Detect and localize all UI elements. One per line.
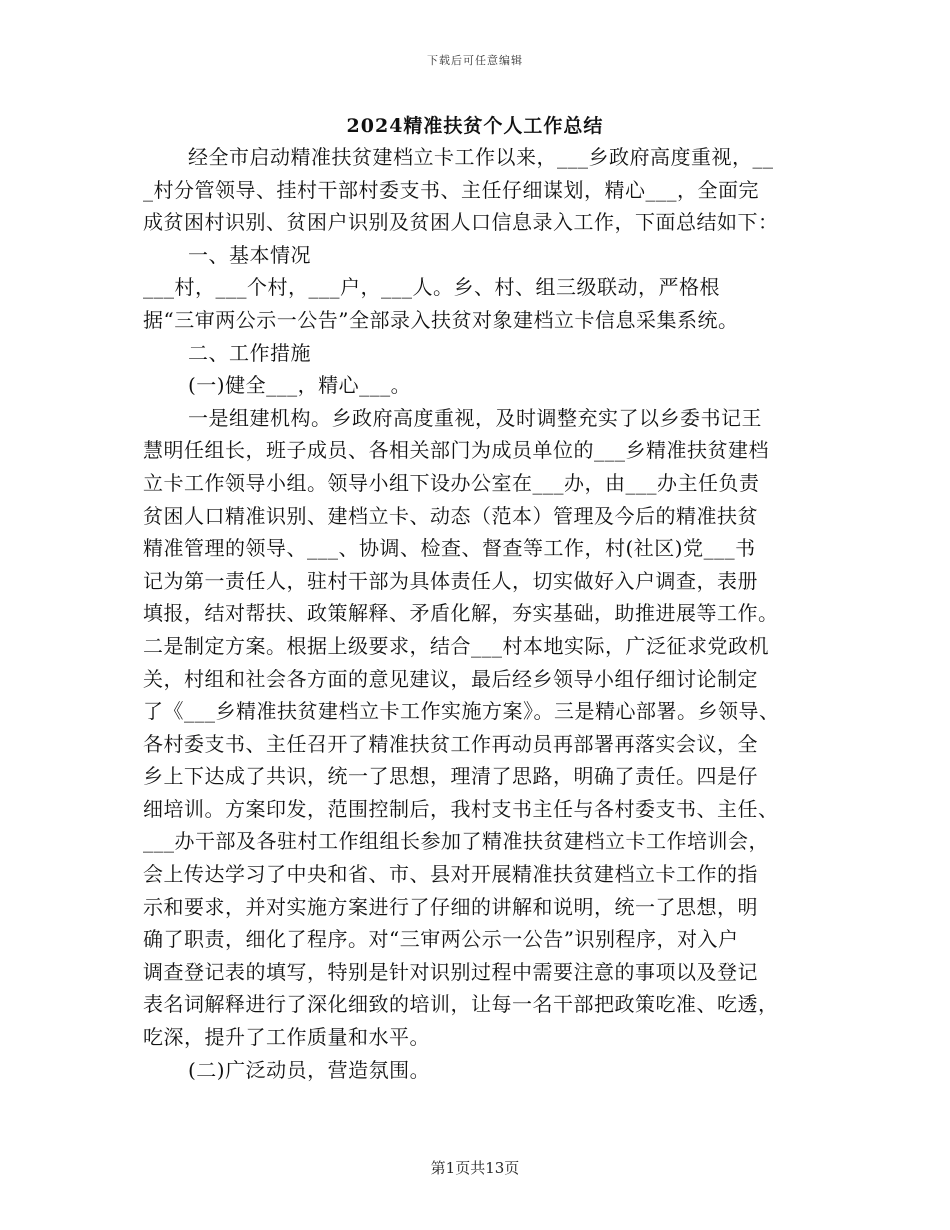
- text-line: 表名词解释进行了深化细致的培训，让每一名干部把政策吃准、吃透，: [143, 992, 779, 1017]
- text-line: 贫困人口精准识别、建档立卡、动态（范本）管理及今后的精准扶贫: [143, 503, 758, 528]
- text-line: (一)健全___，精心___。: [188, 373, 412, 398]
- text-line: 二、工作措施: [188, 340, 311, 365]
- text-line: 确了职责，细化了程序。对“三审两公示一公告”识别程序，对入户: [143, 927, 739, 952]
- text-line: 经全市启动精准扶贫建档立卡工作以来，___乡政府高度重视，__: [188, 145, 774, 169]
- document-title: 2024精准扶贫个人工作总结: [346, 115, 604, 137]
- text-line: 示和要求，并对实施方案进行了仔细的讲解和说明，统一了思想，明: [143, 894, 758, 919]
- text-line: (二)广泛动员，营造氛围。: [188, 1057, 431, 1082]
- text-line: 一是组建机构。乡政府高度重视，及时调整充实了以乡委书记王: [188, 405, 762, 430]
- text-line: 吃深，提升了工作质量和水平。: [143, 1025, 430, 1050]
- text-line: 各村委支书、主任召开了精准扶贫工作再动员再部署再落实会议，全: [143, 731, 758, 756]
- text-line: 乡上下达成了共识，统一了思想，理清了思路，明确了责任。四是仔: [143, 764, 758, 789]
- text-line: 精准管理的领导、___、协调、检查、督查等工作，村(社区)党___书: [143, 536, 756, 561]
- header-note: 下载后可任意编辑: [427, 54, 523, 67]
- text-line: 慧明任组长，班子成员、各相关部门为成员单位的___乡精准扶贫建档: [143, 438, 769, 463]
- text-line: 了《___乡精准扶贫建档立卡工作实施方案》。三是精心部署。乡领导、: [143, 699, 780, 724]
- page-footer: 第1页共13页: [430, 1159, 520, 1177]
- text-line: 记为第一责任人，驻村干部为具体责任人，切实做好入户调查，表册: [143, 568, 758, 593]
- text-line: _村分管领导、挂村干部村委支书、主任仔细谋划，精心___，全面完: [143, 177, 759, 202]
- text-line: 成贫困村识别、贫困户识别及贫困人口信息录入工作，下面总结如下：: [143, 210, 779, 235]
- text-line: 调查登记表的填写，特别是针对识别过程中需要注意的事项以及登记: [143, 959, 758, 984]
- text-line: 据“三审两公示一公告”全部录入扶贫对象建档立卡信息采集系统。: [143, 307, 739, 332]
- text-line: 关，村组和社会各方面的意见建议，最后经乡领导小组仔细讨论制定: [143, 666, 758, 691]
- text-line: 一、基本情况: [188, 242, 311, 267]
- text-line: 填报，结对帮扶、政策解释、矛盾化解，夯实基础，助推进展等工作。: [143, 601, 779, 626]
- text-line: ___办干部及各驻村工作组组长参加了精准扶贫建档立卡工作培训会，: [143, 829, 769, 854]
- text-line: ___村，___个村，___户，___人。乡、村、组三级联动，严格根: [143, 275, 720, 300]
- text-line: 立卡工作领导小组。领导小组下设办公室在___办，由___办主任负责: [143, 470, 760, 495]
- text-line: 会上传达学习了中央和省、市、县对开展精准扶贫建档立卡工作的指: [143, 862, 758, 887]
- document-body: [143, 141, 815, 1086]
- text-line: 二是制定方案。根据上级要求，结合___村本地实际，广泛征求党政机: [143, 633, 769, 658]
- text-line: 细培训。方案印发，范围控制后，我村支书主任与各村委支书、主任、: [143, 796, 779, 821]
